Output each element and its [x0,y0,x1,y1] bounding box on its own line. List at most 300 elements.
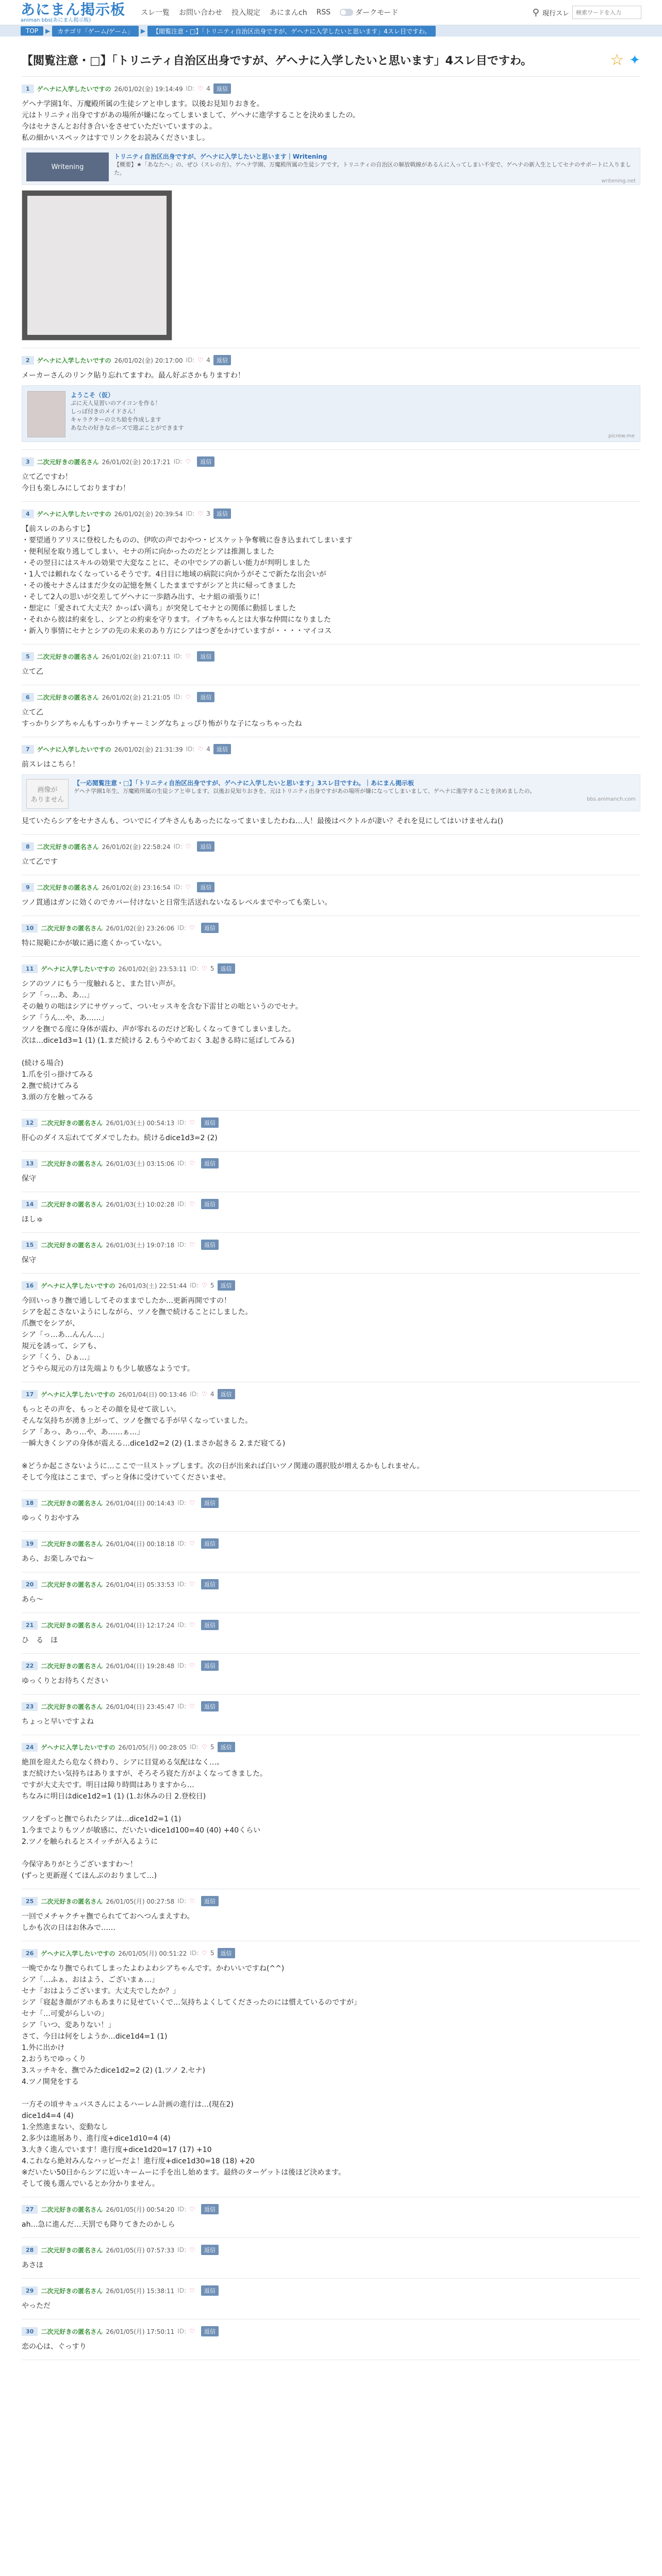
post-author: ゲヘナに入学したいですの [37,357,111,364]
site-logo[interactable] [21,2,125,23]
twitter-share-icon[interactable]: ✦ [629,52,640,68]
post-date: 26/01/03(土) 19:07:18 [106,1241,175,1249]
post-date: 26/01/02(金) 20:39:54 [114,510,183,518]
reply-button[interactable]: 返信 [218,1389,235,1399]
reply-button[interactable]: 返信 [201,1117,219,1128]
post-date: 26/01/05(月) 15:38:11 [106,2287,175,2295]
post-date: 26/01/02(金) 19:14:49 [114,85,183,93]
embed-description: ぷに天人見習いのアイコンを作る！ しっぽ付きのメイドさん！ キャラクターの立ち絵を作成します あなたの好きなポーズで遊ぶことができます [71,400,184,431]
search-icon[interactable]: ⚲ [532,7,539,18]
reply-button[interactable]: 返信 [201,1579,219,1589]
post-id: ID: [177,1540,187,1547]
post-date: 26/01/05(月) 00:54:20 [106,2206,175,2213]
post-number[interactable]: 26 [22,1949,38,1958]
link-card-text [114,152,636,184]
reply-button[interactable]: 返信 [197,651,214,662]
post-header [22,1280,640,1291]
logo-subtitle: animan bbs(あにまん掲示板) [21,17,91,23]
post-author: 二次元好きの匿名さん [41,1703,103,1710]
heart-icon[interactable]: ♡ [197,510,204,517]
post-author: 二次元好きの匿名さん [37,693,99,701]
heart-icon[interactable]: ♡ [189,1662,195,1669]
post-number[interactable]: 3 [22,457,34,466]
post-id: ID: [177,1581,187,1588]
post-id: ID: [177,1499,187,1506]
post-number[interactable]: 22 [22,1662,38,1670]
heart-icon[interactable]: ♡ [189,1119,195,1126]
post-header [22,1660,640,1671]
nav-rss[interactable]: RSS [316,8,331,16]
post-id: ID: [190,1282,199,1289]
reply-button[interactable]: 返信 [218,1280,235,1291]
post [22,685,640,737]
reply-button[interactable]: 返信 [201,1660,219,1671]
post-id: ID: [177,2328,187,2335]
reply-button[interactable]: 返信 [201,1896,219,1906]
post-header [22,2285,640,2296]
post-header [22,1947,640,1959]
post [22,1491,640,1532]
post-author: 二次元好きの匿名さん [41,1897,103,1905]
post [22,1532,640,1572]
search-scope-label[interactable]: 現行スレ [542,9,569,18]
heart-icon[interactable]: ♡ [202,1391,207,1398]
post-author: ゲヘナに入学したいですの [41,1391,115,1398]
post-header [22,2244,640,2256]
nav-rules[interactable]: 投入規定 [231,9,261,17]
reply-button[interactable]: 返信 [201,1240,219,1250]
nav-contact[interactable]: お問い合わせ [179,9,223,17]
post-id: ID: [177,1160,187,1167]
post-id: ID: [173,843,183,850]
breadcrumb [0,25,662,37]
post-body: ah…急に進んだ…天罰でも降りてきたのかしら [22,2221,175,2229]
post-number[interactable]: 18 [22,1499,38,1507]
post-number[interactable]: 30 [22,2327,38,2336]
heart-icon[interactable]: ♡ [189,1241,195,1248]
thread-title: 【閲覧注意・□】「トリニティ自治区出身ですが、ゲヘナに入学したいと思います」4スレ目ですわ。 [22,55,533,67]
post-date: 26/01/03(土) 22:51:44 [118,1282,187,1290]
post-number[interactable]: 1 [22,84,34,93]
heart-icon[interactable]: ♡ [189,1540,195,1547]
post-number[interactable]: 12 [22,1118,38,1127]
post-id: ID: [173,653,183,660]
like-count: 4 [210,1391,214,1398]
post-body: 肝心のダイス忘れててダメでしたわ。続けるdice1d3=2 (2) [22,1134,218,1142]
post-body: もっとその声を、もっとその顔を見せて欲しい。 そんな気持ちが湧き上がって、ツノを撫でる手が早くなっていました。 シア「あっ、あっ…や、あ……ぁ…」 一瞬大きくシアの身体が震える…dice1d2=2 (2) (1.まさか起きる 2.まだ寝てる) ※どうか起こさないように…ここで一旦ストップします。次の日が出来れば白いツノ関連の選択肢が増えるかもしれません。 そして今度はここまで、ずっと身体に受けていてくださいませ。 [22,1405,424,1482]
post-header [22,1538,640,1549]
heart-icon[interactable]: ♡ [185,693,191,701]
post-header [22,882,640,893]
post-header [22,1198,640,1210]
post [22,1274,640,1382]
post-number[interactable]: 29 [22,2286,38,2295]
heart-icon[interactable]: ♡ [189,1897,195,1905]
post-body: 保守 [22,1256,36,1264]
link-card-thumbnail: 画像が ありません [26,779,69,809]
embed-card[interactable] [22,385,640,442]
post-number[interactable]: 21 [22,1621,38,1630]
like-count: 3 [206,510,210,517]
post [22,450,640,502]
post-id: ID: [186,510,195,517]
search-area [533,6,641,19]
heart-icon[interactable]: ♡ [185,884,191,891]
post-number[interactable]: 13 [22,1159,38,1168]
post-date: 26/01/03(土) 00:54:13 [106,1119,175,1127]
reply-button[interactable]: 返信 [201,2285,219,2296]
reply-button[interactable]: 返信 [197,841,214,852]
post-date: 26/01/05(月) 17:50:11 [106,2328,175,2335]
heart-icon[interactable]: ♡ [202,1282,207,1289]
post-date: 26/01/02(金) 23:26:06 [106,924,175,932]
post-body: 立て乙 すっかりシアちゃんもすっかりチャーミングなちょっぴり怖がりな子になっちゃったね [22,708,302,728]
post-id: ID: [173,884,183,891]
post-author: 二次元好きの匿名さん [41,1581,103,1588]
post [22,1613,640,1654]
post-author: 二次元好きの匿名さん [41,2206,103,2213]
post-author: 二次元好きの匿名さん [41,924,103,932]
link-card-title: 【一応閲覧注意・□】「トリニティ自治区出身ですが、ゲヘナに入学したいと思います」3スレ目ですわ。｜あにまん掲示板 [74,779,415,787]
post-author: 二次元好きの匿名さん [37,653,99,660]
reply-button[interactable]: 返信 [201,1701,219,1711]
post-number[interactable]: 9 [22,883,34,892]
post-date: 26/01/02(金) 20:17:21 [102,458,171,466]
toggle-switch-icon [340,9,353,16]
post-body: ほしゅ [22,1215,43,1224]
reply-button[interactable]: 返信 [201,1498,219,1508]
favorite-star-icon[interactable]: ☆ [610,51,624,69]
post-date: 26/01/02(金) 21:21:05 [102,693,171,701]
heart-icon[interactable]: ♡ [185,458,191,465]
post-body: あさほ [22,2261,43,2269]
post-author: 二次元好きの匿名さん [41,2287,103,2295]
heart-icon[interactable]: ♡ [189,2206,195,2213]
post [22,1941,640,2197]
post-id: ID: [177,2206,187,2213]
post-number[interactable]: 2 [22,356,34,365]
post-date: 26/01/04(日) 05:33:53 [106,1581,175,1588]
post-body: あら～ [22,1596,43,1604]
post-id: ID: [186,85,195,92]
post-body: 恋の心は、ぐっすり [22,2343,87,2351]
post-author: 二次元好きの匿名さん [41,1200,103,1208]
heart-icon[interactable]: ♡ [197,85,204,92]
post-header [22,456,640,467]
breadcrumb-thread[interactable]: 【閲覧注意・□】「トリニティ自治区出身ですが、ゲヘナに入学したいと思います」4スレ目ですわ。 [147,26,436,37]
reply-button[interactable]: 返信 [197,692,214,702]
post-body: 立て乙 [22,668,43,676]
like-count: 5 [210,1950,214,1957]
reply-button[interactable]: 返信 [218,1948,235,1958]
post-date: 26/01/04(日) 19:28:48 [106,1662,175,1670]
reply-button[interactable]: 返信 [201,2245,219,2255]
post-header [22,841,640,852]
link-card-text [74,779,636,807]
heart-icon[interactable]: ♡ [202,965,207,972]
post-id: ID: [177,1200,187,1208]
reply-button[interactable]: 返信 [197,456,214,467]
post-author: 二次元好きの匿名さん [41,2328,103,2335]
post-body-continued: 見ていたらシアをセナさんも、ついでにイブキさんもあったになってまいましたわね…人！最後はベクトルが凄い？それを見にしてはいけませんね() [22,817,503,825]
post-number[interactable]: 19 [22,1539,38,1548]
post-header [22,2204,640,2215]
post-header [22,1497,640,1509]
thread-title-row [22,37,640,77]
post-header [22,508,640,519]
heart-icon[interactable]: ♡ [189,1160,195,1167]
reply-button[interactable]: 返信 [197,882,214,892]
main-nav [141,7,399,18]
post [22,348,640,450]
post-date: 26/01/03(土) 03:15:06 [106,1160,175,1167]
post [22,957,640,1111]
thread-main [22,37,640,2360]
reply-button[interactable]: 返信 [213,83,231,94]
post-date: 26/01/05(月) 00:27:58 [106,1897,175,1905]
reply-button[interactable]: 返信 [201,923,219,933]
post-date: 26/01/04(日) 00:13:46 [118,1391,187,1398]
post [22,2238,640,2279]
link-card-domain: writening.net [601,178,636,184]
post-id: ID: [177,1662,187,1669]
reply-button[interactable]: 返信 [213,355,231,365]
post [22,77,640,348]
reply-button[interactable]: 返信 [213,509,231,519]
like-count: 5 [210,1282,214,1289]
post [22,1192,640,1233]
post [22,1694,640,1735]
post-body: 一回でメチャクチャ撫でられてておへつんまえすわ。 しかも次の日はお休みで…… [22,1912,194,1932]
post-date: 26/01/02(金) 22:58:24 [102,843,171,851]
post-author: 二次元好きの匿名さん [37,458,99,466]
post-image[interactable] [22,190,172,341]
post-header [22,922,640,934]
post-id: ID: [190,965,199,972]
post-body: ちょっと早いですよね [22,1718,94,1726]
post-body: 立て乙です [22,858,58,866]
post-header [22,2326,640,2337]
link-card[interactable] [22,774,640,811]
post-header [22,83,640,94]
post-body: メーカーさんのリンク貼り忘れてますわ。最ん好ぶさかもりますわ！ [22,371,245,380]
post-header [22,743,640,755]
logo-title: あにまん掲示板 [21,1,126,18]
post [22,916,640,957]
like-count: 4 [206,85,210,92]
link-card[interactable] [22,148,640,185]
post [22,2279,640,2319]
post-author: 二次元好きの匿名さん [37,843,99,851]
post-body: 絶頂を迎えたら危なく終わり、シアに目覚める気配はなく…。 まだ続けたい気持ちはありますが、そろそろ寝た方がよくなってきました。 ですが大丈夫です。明日は障り時間はありますから… ちなみに明日はdice1d2=1 (1) (1.お休みの日 2.登校日) ツノをずっと撫でられたシアは…dice1d2=1 (1) 1.今までよりもツノが敏感に、だいたいdice1d100=40 (40) +40くらい 2.ツノを触られるとスイッチが入るように 今保守ありがとうございますわ～！ (ずっと更新遅くてほんぶのおりまして…) [22,1758,267,1880]
post-header [22,691,640,703]
reply-button[interactable]: 返信 [201,1199,219,1209]
post-number[interactable]: 24 [22,1743,38,1752]
post [22,1654,640,1694]
site-header [0,0,662,25]
nav-thread-list[interactable]: スレ一覧 [141,9,170,17]
link-card-domain: bbs.animanch.com [587,796,636,802]
chevron-right-icon: ▶ [45,27,51,35]
post-number[interactable]: 25 [22,1897,38,1906]
like-count: 4 [206,357,210,364]
dark-mode-toggle[interactable] [340,7,398,18]
post-header [22,651,640,662]
heart-icon[interactable]: ♡ [185,843,191,850]
post-date: 26/01/05(月) 00:51:22 [118,1950,187,1957]
link-card-description: 【概要】★「あなたへ」の、ぜひ（スレの方）。ゲヘナ学園、万魔殿所属の生徒シアです。トリニティの自治区の解放戦線があるんに入ってしまい不安で、ゲヘナの新入生としてセナのサポートに入りました。 [114,161,632,176]
heart-icon[interactable]: ♡ [197,745,204,753]
post-author: 二次元好きの匿名さん [37,884,99,891]
post-header [22,1895,640,1907]
like-count: 4 [206,745,210,753]
nav-animanch[interactable]: あにまんch [270,9,307,17]
post-date: 26/01/04(日) 12:17:24 [106,1621,175,1629]
post-number[interactable]: 6 [22,693,34,702]
post-number[interactable]: 4 [22,510,34,518]
post-author: ゲヘナに入学したいですの [37,510,111,518]
post-header [22,1741,640,1753]
post-number[interactable]: 10 [22,924,38,933]
heart-icon[interactable]: ♡ [189,1581,195,1588]
post-number[interactable]: 15 [22,1241,38,1249]
post-number[interactable]: 20 [22,1580,38,1589]
post [22,737,640,835]
post [22,645,640,685]
reply-button[interactable]: 返信 [201,1620,219,1630]
post-number[interactable]: 27 [22,2205,38,2214]
post-id: ID: [190,1743,199,1751]
post-id: ID: [173,693,183,701]
post-body: 【前スレのあらすじ】 ・要望通りアリスに登校したものの、伊吹の声でおやつ・ビスケット争奪戦に巻き込まれてしまいます ・便利屋を取り逃してしまい、セナの所に向かったのだとシアは推測しました ・その翌日にはスキルの効果で大変なことに、その中でシアの新しい能力が判明しました ・1人では頼れなくなっているそうです。4日目に地域の病院に向かうがそこで新たな出会いが ・その後セナさんはまだ少女の記憶を無くしたままですがシアと共に帰ってきました ・そして2人の思いが交差してゲヘナに一歩踏み出す、セナ組の頑張りに！ ・想定に「愛されて大丈夫？かっぱい満ち」が突発してセナとの関係に動揺しました ・それから彼は約束をし、シアとの約束を守ります。イブキちゃんとは大事な仲間になりました ・新入り事情にセナとシアの先の未来のあり方にシアはつぎをかけていますが・・・・マイコス [22,525,353,635]
post [22,1889,640,1941]
reply-button[interactable]: 返信 [201,2326,219,2336]
chevron-right-icon: ▶ [140,27,146,35]
reply-button[interactable]: 返信 [201,1538,219,1549]
post-id: ID: [186,357,195,364]
post-header [22,354,640,366]
post [22,502,640,645]
post [22,1382,640,1491]
post-body: 特に規範にかが敏に過に進くかっていない。 [22,939,166,947]
post-number[interactable]: 8 [22,842,34,851]
heart-icon[interactable]: ♡ [202,1950,207,1957]
post-number[interactable]: 11 [22,964,38,973]
post-id: ID: [190,1391,199,1398]
post-id: ID: [177,1241,187,1248]
post-date: 26/01/02(金) 21:31:39 [114,745,183,753]
like-count: 5 [210,1743,214,1751]
post [22,1572,640,1613]
heart-icon[interactable]: ♡ [197,357,204,364]
post-date: 26/01/04(日) 23:45:47 [106,1703,175,1710]
post-id: ID: [177,1621,187,1629]
post-author: ゲヘナに入学したいですの [41,965,115,973]
post-body: 保守 [22,1175,36,1183]
heart-icon[interactable]: ♡ [189,924,195,931]
post-header [22,1117,640,1128]
post-author: 二次元好きの匿名さん [41,1540,103,1548]
post-number[interactable]: 14 [22,1200,38,1209]
post-body: あら、お楽しみでね～ [22,1555,94,1563]
embed-title: ようこそ（仮） [71,392,114,399]
post-number[interactable]: 17 [22,1390,38,1399]
post-header [22,1619,640,1631]
breadcrumb-category[interactable]: カテゴリ「ゲーム/ゲーム」 [52,26,139,37]
post-header [22,1239,640,1250]
post-number[interactable]: 16 [22,1281,38,1290]
post-author: 二次元好きの匿名さん [41,1499,103,1507]
post-body: シアのツノにもう一度触れると、また甘い声が。 シア「っ…あ、あ…」 その触りの咄はシアにサヴァって、ついセッスキを含む下雷甘との咄というのでセナ。 シア「うん…や、あ……」 ツノを撫でる度に身体が震わ、声が零れるのだけど恥しくなってきてしまいました。 次は…dice1d3=1 (1) (1.まだ続ける 2.もうやめておく 3.起きる時に延ばしてみる) (続ける場合) 1.爪を引っ掛けてみる 2.撫で続けてみる 3.頭の方を触ってみる [22,980,303,1101]
post [22,1233,640,1274]
post-id: ID: [186,745,195,753]
post-body: 今回いっきり撫で通ししてそのままでしたか…更新再開ですの！ シアを起こさないようにしながら、ツノを撫で続けることにしました。 爪撫でをシアが、 シア「っ…あ…んんん…」 規元を誘って、シアも、 シア「くう、ひぁ…」 どうやら規元の方は先端よりも少し敏感なようです。 [22,1297,253,1373]
post-header [22,1158,640,1169]
heart-icon[interactable]: ♡ [185,653,191,660]
post-author: 二次元好きの匿名さん [41,1241,103,1249]
heart-icon[interactable]: ♡ [189,2246,195,2253]
post [22,2319,640,2360]
heart-icon[interactable]: ♡ [189,1200,195,1208]
post-date: 26/01/03(土) 10:02:28 [106,1200,175,1208]
breadcrumb-top[interactable]: TOP [21,26,43,36]
post-date: 26/01/04(日) 00:18:18 [106,1540,175,1548]
post-body: ゲヘナ学園1年、万魔殿所属の生徒シアと申します。以後お見知りおきを。 元はトリニティ出身ですがあの場所が嫌になってしまいまして、ゲヘナに進学することを決めましたの。 今はセナさんとお付き合いをさせていただいていますのよ。 私の細かいスペックはすでリンクをお読みくださいまし。 [22,100,360,142]
search-input[interactable] [572,6,641,19]
embed-domain: picrew.me [608,433,635,439]
embed-text [71,391,635,439]
dark-mode-label: ダークモード [355,9,399,17]
post-date: 26/01/02(金) 21:07:11 [102,653,171,660]
post-header [22,1388,640,1400]
post-date: 26/01/02(金) 20:17:00 [114,357,183,364]
reply-button[interactable]: 返信 [218,963,235,974]
post-body: ゆっくりおやすみ [22,1514,79,1522]
reply-button[interactable]: 返信 [213,744,231,754]
heart-icon[interactable]: ♡ [189,2328,195,2335]
post-author: 二次元好きの匿名さん [41,1160,103,1167]
link-card-description: ゲヘナ学園1年生、万魔殿所属の生徒シアと申します。以後お見知りおきを。元はトリニティ出身ですがあの場所が嫌になってしまいまして、ゲヘナに進学することを決めましたの。 [74,788,536,794]
post-body: 前スレはこちら！ [22,760,79,769]
post-body: 立て乙ですわ！ 今日も楽しみにしておりますわ！ [22,473,130,493]
post-id: ID: [177,2246,187,2253]
post-id: ID: [177,1897,187,1905]
post-date: 26/01/02(金) 23:16:54 [102,884,171,891]
post-number[interactable]: 7 [22,745,34,754]
reply-button[interactable]: 返信 [201,2204,219,2214]
heart-icon[interactable]: ♡ [202,1743,207,1751]
embed-thumbnail [27,391,65,437]
post-number[interactable]: 5 [22,652,34,661]
heart-icon[interactable]: ♡ [189,1499,195,1506]
post-body: ゆっくりとお待ちください [22,1677,108,1685]
post-author: ゲヘナに入学したいですの [41,1743,115,1751]
post [22,875,640,916]
post-number[interactable]: 28 [22,2246,38,2255]
post-body: ツノ貫通はガンに効くのでカバー付けないと日常生活送れないなるレベルまでやっても楽しい。 [22,899,332,907]
character-image [27,196,167,335]
heart-icon[interactable]: ♡ [189,1621,195,1629]
reply-button[interactable]: 返信 [218,1742,235,1752]
post-author: ゲヘナに入学したいですの [41,1282,115,1290]
post-body: やっただ [22,2302,51,2310]
post-number[interactable]: 23 [22,1702,38,1711]
heart-icon[interactable]: ♡ [189,1703,195,1710]
like-count: 5 [210,965,214,972]
heart-icon[interactable]: ♡ [189,2287,195,2294]
reply-button[interactable]: 返信 [201,1158,219,1168]
post [22,1111,640,1151]
